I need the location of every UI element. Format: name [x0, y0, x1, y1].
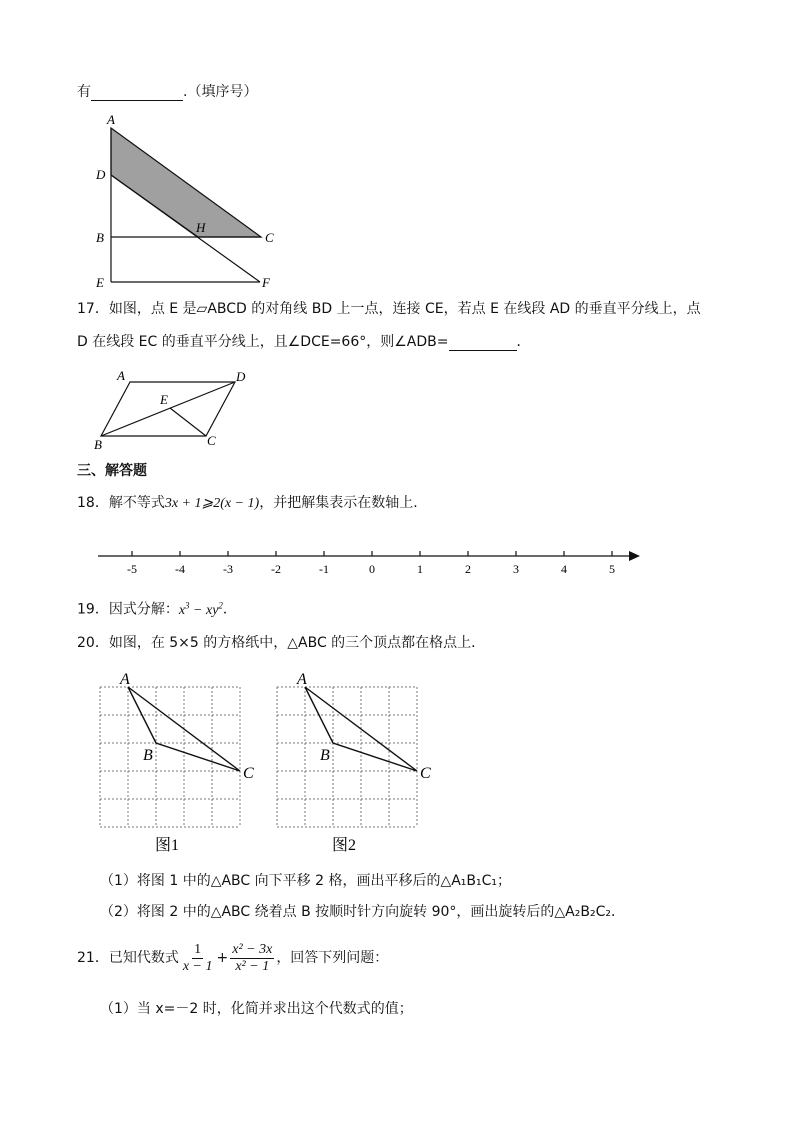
q20-part2: （2）将图 2 中的△ABC 绕着点 B 按顺时针方向旋转 90°，画出旋转后的△A₂B₂C₂．	[100, 904, 625, 920]
tick-label: 4	[561, 562, 567, 576]
q19-suffix: ．	[222, 601, 237, 618]
q18-prefix: 18．解不等式	[77, 495, 165, 511]
label-h: H	[196, 220, 206, 235]
q21-text	[77, 940, 388, 976]
label-b: B	[320, 747, 330, 764]
q21-suffix: ，回答下列问题：	[276, 950, 389, 966]
label-e: E	[160, 392, 168, 407]
label-c: C	[265, 230, 274, 245]
tick-label: 3	[513, 562, 519, 576]
q16-suffix: .（填序号）	[183, 84, 258, 100]
tick-label: -4	[175, 562, 185, 576]
q21-prefix: 21．已知代数式	[77, 950, 179, 966]
q19-prefix: 19．因式分解：	[77, 601, 179, 618]
q17-line2	[77, 332, 531, 351]
q20-text: 20．如图，在 5×5 的方格纸中，△ABC 的三个顶点都在格点上．	[77, 635, 486, 651]
q21-part1: （1）当 x=－2 时，化简并求出这个代数式的值；	[100, 1001, 413, 1017]
q21-frac1-denominator: x − 1	[182, 958, 213, 974]
tick-label: 0	[369, 562, 375, 576]
number-line	[90, 545, 650, 580]
label-b: B	[94, 437, 102, 452]
tick-label: -2	[271, 562, 281, 576]
q19-expression: $x^3 - xy^2$	[178, 600, 223, 618]
tick-label: -5	[127, 562, 137, 576]
diagonal-bd	[101, 382, 235, 436]
label-c: C	[420, 765, 431, 782]
tick-label: 2	[465, 562, 471, 576]
caption-fig1: 图1	[155, 837, 180, 854]
q21-frac1-numerator: 1	[194, 941, 202, 957]
label-a: A	[120, 671, 130, 688]
q21-frac2-denominator: x² − 1	[235, 958, 270, 974]
shaded-region-adhc	[111, 128, 261, 237]
q18-suffix: ，并把解集表示在数轴上．	[259, 495, 428, 511]
q21-fraction-2	[230, 942, 274, 975]
label-e: E	[96, 275, 104, 290]
q21-plus: +	[216, 950, 229, 966]
label-d: D	[96, 167, 106, 182]
q18-expression: 3x + 1⩾2(x − 1)	[164, 496, 260, 511]
q16-prefix: 有	[77, 84, 91, 100]
tick-label: 1	[417, 562, 423, 576]
grid-figure-2	[269, 670, 439, 855]
q16-answer-blank[interactable]	[91, 82, 183, 101]
label-c: C	[243, 765, 254, 782]
label-c: C	[207, 433, 216, 448]
q16-figure	[90, 110, 290, 295]
label-b: B	[143, 747, 153, 764]
label-f: F	[262, 275, 270, 290]
tick-label: -3	[223, 562, 233, 576]
tick-label: -1	[319, 562, 329, 576]
q17-figure	[90, 365, 260, 455]
section-3-title: 三、解答题	[77, 463, 147, 479]
label-a: A	[297, 671, 307, 688]
label-a: A	[117, 368, 125, 383]
tick-label: 5	[609, 562, 615, 576]
q19-text	[77, 596, 237, 620]
q17-line2-prefix: D 在线段 EC 的垂直平分线上，且∠DCE=66°，则∠ADB=	[77, 334, 449, 350]
label-d: D	[236, 369, 246, 384]
q17-line2-suffix: ．	[516, 334, 531, 350]
label-b: B	[96, 230, 104, 245]
q20-part1: （1）将图 1 中的△ABC 向下平移 2 格，画出平移后的△A₁B₁C₁；	[100, 873, 512, 889]
q18-text	[77, 494, 427, 513]
label-a: A	[107, 112, 115, 127]
q17-answer-blank[interactable]	[449, 332, 517, 351]
segment-ce	[170, 408, 206, 436]
q21-fraction-1	[181, 942, 215, 975]
caption-fig2: 图2	[332, 837, 357, 854]
number-line-arrow	[629, 551, 640, 561]
q16-answer-line	[77, 82, 257, 101]
q21-frac2-numerator: x² − 3x	[232, 941, 273, 957]
grid-figure-1	[92, 670, 262, 855]
q17-line1: 17．如图，点 E 是▱ABCD 的对角线 BD 上一点，连接 CE，若点 E 在线段 AD 的垂直平分线上，点	[77, 301, 701, 317]
